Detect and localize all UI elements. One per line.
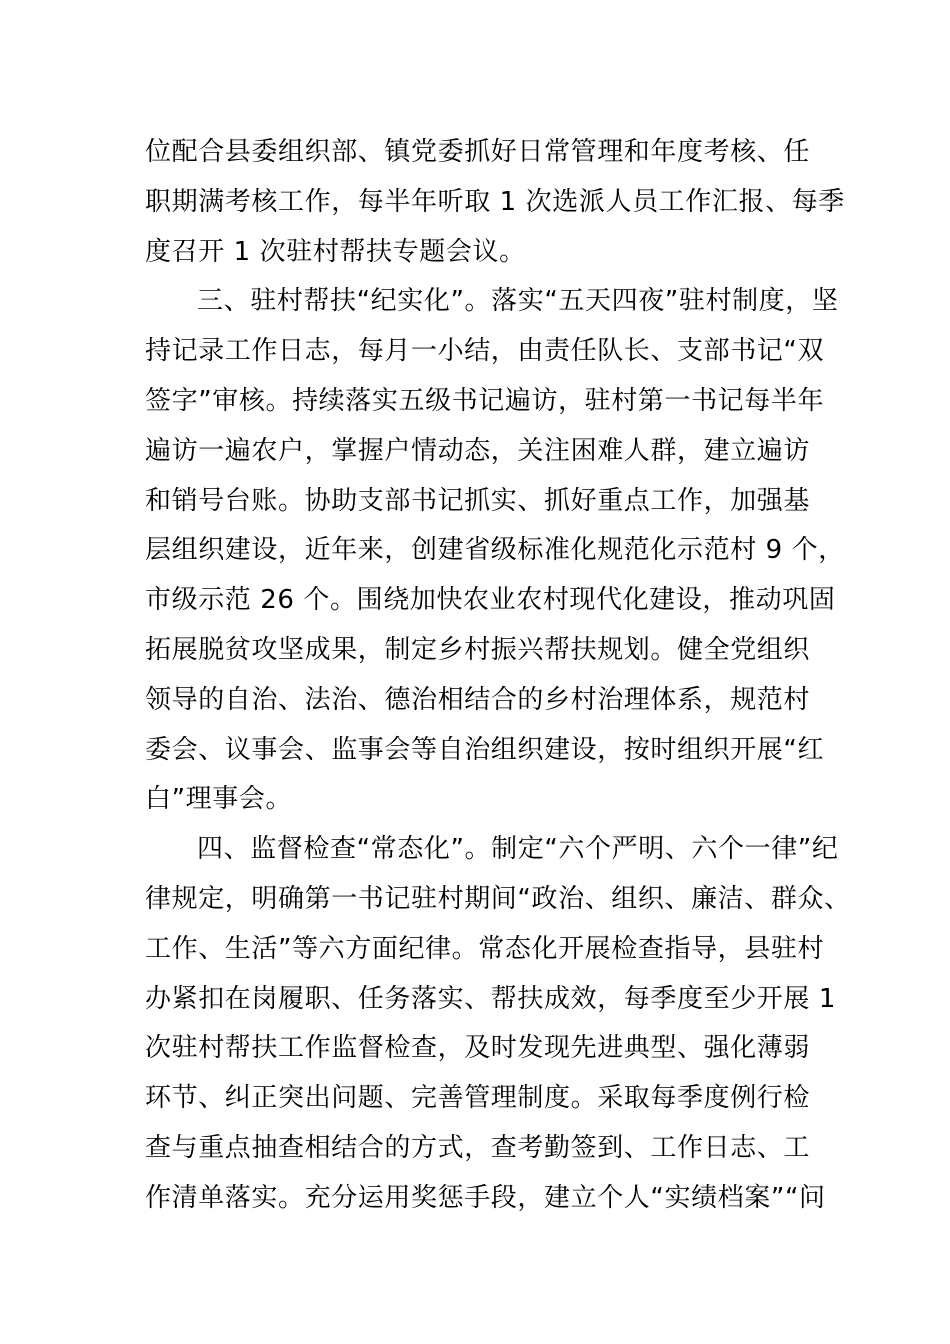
text-line: 签字”审核。持续落实五级书记遍访，驻村第一书记每半年 [145,385,825,416]
text-line: 办紧扣在岗履职、任务落实、帮扶成效，每季度至少开展 1 [145,983,837,1014]
text-line: 工作、生活”等六方面纪律。常态化开展检查指导，县驻村 [145,933,825,964]
section-4-heading-line: 四、监督检查“常态化”。制定“六个严明、六个一律”纪 [197,834,839,865]
text-line: 律规定，明确第一书记驻村期间“政治、组织、廉洁、群众、 [145,883,851,914]
text-line: 市级示范 26 个。围绕加快农业农村现代化建设，推动巩固 [145,585,836,616]
text-line: 和销号台账。协助支部书记抓实、抓好重点工作，加强基 [145,485,811,516]
text-line: 遍访一遍农户，掌握户情动态，关注困难人群，建立遍访 [145,435,811,466]
text-line: 作清单落实。充分运用奖惩手段，建立个人“实绩档案”“问 [145,1182,826,1213]
text-line: 持记录工作日志，每月一小结，由责任队长、支部书记“双 [145,336,825,367]
text-line: 层组织建设，近年来，创建省级标准化规范化示范村 9 个， [145,535,845,566]
section-3-heading-line: 三、驻村帮扶“纪实化”。落实“五天四夜”驻村制度，坚 [197,286,839,317]
text-line: 职期满考核工作，每半年听取 1 次选派人员工作汇报、每季 [145,186,845,217]
text-line: 环节、纠正突出问题、完善管理制度。采取每季度例行检 [145,1083,811,1114]
document-body [145,128,851,1224]
text-line: 白”理事会。 [145,784,293,815]
text-line: 度召开 1 次驻村帮扶专题会议。 [145,236,526,267]
text-line: 查与重点抽查相结合的方式，查考勤签到、工作日志、工 [145,1132,811,1163]
text-line: 位配合县委组织部、镇党委抓好日常管理和年度考核、任 [145,137,811,167]
text-line: 委会、议事会、监事会等自治组织建设，按时组织开展“红 [145,734,825,765]
text-line: 拓展脱贫攻坚成果，制定乡村振兴帮扶规划。健全党组织 [145,634,811,665]
text-line: 领导的自治、法治、德治相结合的乡村治理体系，规范村 [145,684,811,715]
text-line: 次驻村帮扶工作监督检查，及时发现先进典型、强化薄弱 [145,1033,811,1064]
